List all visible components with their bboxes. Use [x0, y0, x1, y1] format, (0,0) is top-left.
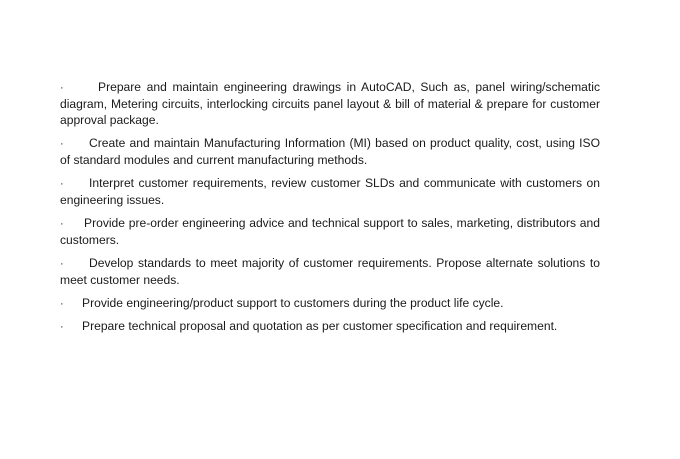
- list-item-text: Create and maintain Manufacturing Information (MI) based on product quality, cost, using ISO of standard modules and current manufacturing methods.: [60, 136, 600, 168]
- list-item: [60, 175, 600, 208]
- list-item-text: Develop standards to meet majority of customer requirements. Propose alternate solutions to meet customer needs.: [60, 255, 600, 288]
- bullet-icon: ·: [60, 257, 64, 270]
- list-item: [60, 255, 600, 288]
- bullet-icon: ·: [60, 321, 64, 334]
- list-item-text: Prepare and maintain engineering drawings in AutoCAD, Such as, panel wiring/schematic diagram, Metering circuits, interlocking circuits panel layout & bill of material & prepare for customer approval package.: [60, 80, 600, 128]
- bullet-icon: ·: [60, 138, 64, 151]
- list-item: [60, 79, 600, 129]
- list-item-text: Provide pre-order engineering advice and technical support to sales, marketing, distributors and customers.: [60, 215, 600, 248]
- list-item: [60, 318, 600, 335]
- bullet-icon: ·: [60, 82, 64, 94]
- bullet-icon: ·: [60, 217, 64, 230]
- list-item: [60, 215, 600, 248]
- list-item: [60, 295, 600, 312]
- list-item-text: Provide engineering/product support to customers during the product life cycle.: [82, 295, 504, 310]
- list-item-text: Interpret customer requirements, review customer SLDs and communicate with customers on engineering issues.: [60, 176, 600, 208]
- bullet-icon: ·: [60, 178, 64, 191]
- list-item: [60, 135, 600, 168]
- list-item-text: Prepare technical proposal and quotation as per customer specification and requirement.: [82, 319, 558, 334]
- bullet-icon: ·: [60, 297, 64, 310]
- responsibilities-list: [60, 79, 600, 342]
